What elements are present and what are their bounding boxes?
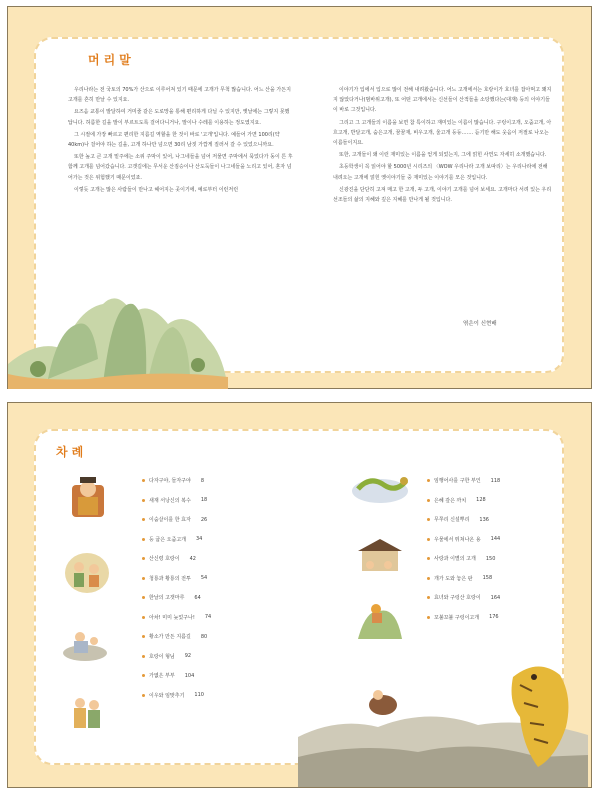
toc-entry[interactable]	[142, 569, 211, 589]
preface-page	[7, 6, 592, 389]
toc-entry[interactable]	[142, 627, 211, 647]
toc-entry[interactable]	[427, 608, 500, 628]
toc-entry-page: 8	[200, 477, 205, 484]
preface-right-column	[333, 85, 553, 207]
toc-entry-page: 164	[490, 594, 501, 601]
toc-entry-page: 118	[490, 477, 501, 484]
preface-paragraph: 초등학생이 꼭 읽어야 할 5000년 시리즈의 〈WOW 우리나라 고개 보따리〉는 우리나라에 전해 내려오는 고개에 얽힌 옛이야기들 중 재미있는 이야기를 모은 것입니다.	[333, 164, 548, 181]
villagers-figure-illustration	[66, 695, 106, 735]
bullet-icon	[427, 557, 430, 560]
toc-entry-page: 176	[489, 614, 499, 621]
toc-entry[interactable]	[142, 549, 211, 569]
toc-entry-page: 92	[184, 653, 192, 660]
toc-entry-page: 136	[479, 516, 489, 523]
toc-entry[interactable]	[427, 471, 500, 491]
toc-entry-title: 이우와 임맞추기	[149, 692, 185, 699]
bullet-icon	[142, 655, 145, 658]
toc-entry-page: 18	[200, 497, 208, 504]
bullet-icon	[142, 557, 145, 560]
toc-entry-title: 효녀와 구렁산 호랑이	[434, 595, 481, 602]
toc-entry-title: 황소가 만든 지름길	[149, 634, 191, 641]
toc-entry-page: 54	[200, 575, 208, 582]
tiger-chase-scene-illustration	[298, 647, 588, 787]
toc-entry[interactable]	[142, 588, 211, 608]
toc-entry[interactable]	[142, 471, 211, 491]
scholar-figure-illustration	[62, 627, 108, 661]
bullet-icon	[142, 538, 145, 541]
preface-left-column	[68, 85, 293, 197]
toc-entry-page: 42	[189, 555, 196, 562]
tiger-hill-figure-illustration	[356, 599, 404, 641]
toc-entry-page: 110	[194, 692, 204, 699]
toc-entry[interactable]	[142, 510, 211, 530]
king-figure-illustration	[68, 475, 108, 519]
toc-left-list	[142, 471, 211, 705]
toc-right-list	[427, 471, 500, 627]
toc-entry-title: 우물에서 뛰쳐나온 용	[434, 536, 481, 543]
toc-entry-title: 사랑과 이별의 고개	[434, 556, 476, 563]
toc-entry[interactable]	[142, 491, 211, 511]
toc-entry-title: 등 굽은 오줌고개	[149, 536, 186, 543]
toc-entry-title: 호랑이 형님	[149, 653, 175, 660]
toc-entry-title: 임행어사를 구한 부인	[434, 478, 481, 485]
mountain-landscape-illustration	[8, 269, 228, 389]
toc-entry[interactable]	[142, 608, 211, 628]
toc-entry-page: 34	[196, 536, 203, 543]
toc-entry-title: 새재 서낭신의 복수	[149, 497, 191, 504]
toc-entry-page: 26	[200, 516, 208, 523]
bullet-icon	[142, 518, 145, 521]
preface-title: 머리말	[88, 53, 135, 67]
bullet-icon	[427, 596, 430, 599]
toc-entry-title: 꼬불꼬불 구렁이고개	[434, 614, 480, 621]
toc-entry-page: 144	[490, 536, 501, 543]
bullet-icon	[427, 577, 430, 580]
preface-paragraph: 또한, 고개들이 왜 이런 재미있는 이름을 얻게 되었는지, 그에 얽힌 사연도 자세히 소개했습니다.	[339, 152, 547, 159]
toc-entry[interactable]	[142, 647, 211, 667]
toc-entry-title: 아차! 미미 늦었구나!	[149, 614, 195, 621]
toc-entry-title: 개가 도와 놓은 판	[434, 575, 473, 582]
preface-paragraph: 우리나라는 전 국토의 70%가 산으로 이루어져 있기 때문에 고개가 무척 많습니다. 어느 산을 가든지 고개를 흔히 만날 수 있지요.	[68, 87, 291, 104]
bullet-icon	[142, 616, 145, 619]
preface-paragraph: 요즈음 교통이 발달하여 거미줄 같은 도로망을 통해 편리하게 다닐 수 있지만, 옛날에는 그렇지 못했답니다. 허름한 길을 발이 부르트도록 걸어다니거나, 말이나 수레를 이용하는 정도였지요.	[68, 109, 290, 126]
toc-entry-title: 이숨살이를 한 효자	[149, 517, 191, 524]
toc-entry[interactable]	[427, 549, 500, 569]
toc-entry-page: 150	[485, 555, 496, 562]
bullet-icon	[142, 596, 145, 599]
toc-entry[interactable]	[142, 666, 211, 686]
bullet-icon	[142, 577, 145, 580]
toc-entry[interactable]	[427, 569, 500, 589]
toc-entry[interactable]	[142, 530, 211, 550]
toc-entry[interactable]	[142, 686, 211, 706]
toc-entry-title: 무쭈리 신설뿌리	[434, 517, 470, 524]
toc-entry-page: 104	[184, 672, 195, 679]
bullet-icon	[142, 694, 145, 697]
bullet-icon	[142, 479, 145, 482]
toc-entry-title: 가엾은 부부	[149, 673, 175, 680]
toc-entry-page: 158	[482, 575, 493, 582]
toc-entry-page: 64	[194, 594, 201, 601]
preface-paragraph: 또한 높고 큰 고개 밑주에는 소위 주막이 있어, 나그네들을 넘어 저물면 주막에서 묵었다가 동이 튼 후 함께 고개를 넘어갔습니다. 고갯길에는 무서운 산짐승이나 산도둑들이 나그네들을 노리고 있어, 혼자 넘어가는 것은 위험했기 때문이었죠.	[68, 154, 293, 181]
dragon-figure-illustration	[350, 469, 410, 505]
bullet-icon	[427, 499, 430, 502]
toc-entry-page: 80	[200, 633, 208, 640]
preface-signature: 엮은이 신현배	[463, 321, 497, 327]
preface-paragraph: 그리고 그 고개들의 이름을 보면 참 특이하고 재미있는 이름이 많습니다. 구렁이고개, 오줌고개, 아흐고개, 반달고개, 숨은고개, 꿈꿈재, 비우고개, 울고개 등등……. 듣기만 해도 웃음이 저절로 나오는 이름들이지요.	[333, 119, 552, 147]
toc-entry-title: 청룡과 황룡의 전투	[149, 575, 191, 582]
preface-paragraph: 신광진을 단단히 고져 매고 한 고개, 두 고개, 이야기 고개를 넘어 보세요. 고개마다 서려 있는 우리 선조들의 삶의 지혜와 깊은 지혜를 만나게 될 것입니다.	[333, 186, 552, 204]
bullet-icon	[427, 518, 430, 521]
preface-paragraph: 이야기가 입에서 입으로 많이 전해 내려왔습니다. 어느 고개에서는 호랑이가 호녀를 잡아먹고 꽤지지 않았다거나(범바위고개), 또 어떤 고개에서는 신선들이 산적들을 소탕했다는(대재) 등의 이야기들이 바로 그것입니다.	[333, 87, 552, 114]
toc-entry[interactable]	[427, 491, 500, 511]
house-figure-illustration	[354, 535, 406, 575]
toc-entry-title: 산신령 호랑이	[149, 556, 180, 563]
bullet-icon	[427, 538, 430, 541]
bullet-icon	[427, 479, 430, 482]
toc-entry[interactable]	[427, 510, 500, 530]
toc-page	[7, 402, 592, 788]
toc-entry-page: 128	[476, 497, 486, 504]
toc-entry-title: 한날의 고갯마루	[149, 595, 185, 602]
bullet-icon	[427, 616, 430, 619]
bullet-icon	[142, 674, 145, 677]
toc-title: 차례	[56, 445, 88, 459]
bullet-icon	[142, 499, 145, 502]
toc-entry[interactable]	[427, 588, 500, 608]
toc-entry-page: 74	[204, 614, 212, 621]
toc-entry[interactable]	[427, 530, 500, 550]
preface-paragraph: 그 시절에 가장 빠르고 편리한 지름길 역할을 한 것이 바로 '고개'입니다. 예들어 가면 100리(약 40km)나 걸어야 하는 길을, 고개 하나만 넘으면 30리 남짓 가깝게 질러서 갈 수 있었으니까요.	[68, 131, 280, 149]
toc-entry-title: 은혜 갚은 까치	[434, 497, 467, 504]
family-group-illustration	[64, 551, 110, 593]
toc-entry-title: 다자구야, 들자구야	[149, 478, 191, 485]
bullet-icon	[142, 635, 145, 638]
preface-paragraph: 이렇듯 고개는 많은 사람들이 만나고 헤어지는 곳이기에, 예로부터 이런저런	[74, 186, 239, 193]
